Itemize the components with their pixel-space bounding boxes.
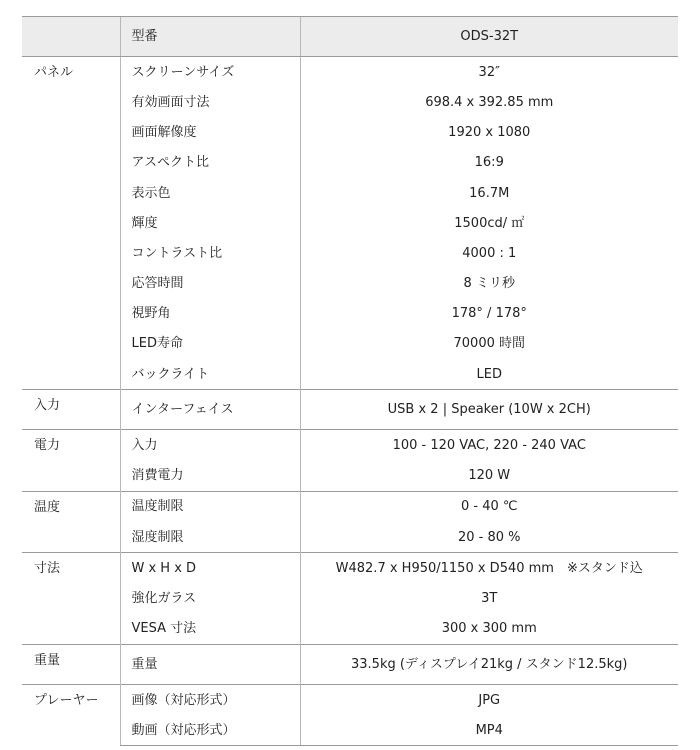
spec-value: W482.7 x H950/1150 x D540 mm ※スタンド込 xyxy=(300,553,678,584)
table-row xyxy=(22,87,678,117)
spec-value: 100 - 120 VAC, 220 - 240 VAC xyxy=(300,430,678,461)
spec-item-label: スクリーンサイズ xyxy=(120,57,300,88)
table-row xyxy=(22,715,678,746)
spec-item-label: 画面解像度 xyxy=(120,118,300,148)
spec-value: 32″ xyxy=(300,57,678,88)
spec-table-body xyxy=(22,17,678,746)
category-cell: 電力 xyxy=(22,430,120,491)
spec-item-label: VESA 寸法 xyxy=(120,614,300,645)
spec-item-label: W x H x D xyxy=(120,553,300,584)
table-row xyxy=(22,178,678,208)
spec-item-label: コントラスト比 xyxy=(120,238,300,268)
table-row xyxy=(22,118,678,148)
table-row xyxy=(22,583,678,613)
spec-value: 33.5kg (ディスプレイ21kg / スタンド12.5kg) xyxy=(300,644,678,684)
table-row xyxy=(22,148,678,178)
table-row xyxy=(22,359,678,390)
spec-item-label: 画像（対応形式） xyxy=(120,684,300,715)
table-row xyxy=(22,461,678,492)
header-item-label: 型番 xyxy=(120,17,300,57)
category-cell: 寸法 xyxy=(22,553,120,645)
category-cell: プレーヤー xyxy=(22,684,120,745)
spec-item-label: 強化ガラス xyxy=(120,583,300,613)
table-row xyxy=(22,522,678,553)
spec-value: JPG xyxy=(300,684,678,715)
table-row xyxy=(22,553,678,584)
category-cell: 温度 xyxy=(22,491,120,552)
spec-item-label: 表示色 xyxy=(120,178,300,208)
spec-value: 120 W xyxy=(300,461,678,492)
spec-item-label: 有効画面寸法 xyxy=(120,87,300,117)
spec-value: 16.7M xyxy=(300,178,678,208)
header-category-cell xyxy=(22,17,120,57)
table-row xyxy=(22,614,678,645)
spec-item-label: バックライト xyxy=(120,359,300,390)
table-row xyxy=(22,57,678,88)
spec-value: MP4 xyxy=(300,715,678,746)
table-row xyxy=(22,208,678,238)
spec-item-label: 視野角 xyxy=(120,299,300,329)
table-row xyxy=(22,238,678,268)
table-row xyxy=(22,299,678,329)
spec-value: 16:9 xyxy=(300,148,678,178)
spec-value: 4000 : 1 xyxy=(300,238,678,268)
table-row xyxy=(22,491,678,522)
spec-value: 698.4 x 392.85 mm xyxy=(300,87,678,117)
category-cell: パネル xyxy=(34,65,74,81)
spec-item-label: 消費電力 xyxy=(120,461,300,492)
table-row xyxy=(22,644,678,684)
spec-value: 3T xyxy=(300,583,678,613)
spec-value: LED xyxy=(300,359,678,390)
spec-value: 300 x 300 mm xyxy=(300,614,678,645)
spec-item-label: アスペクト比 xyxy=(120,148,300,178)
spec-item-label: 重量 xyxy=(120,644,300,684)
spec-item-label: インターフェイス xyxy=(120,390,300,430)
category-cell: 重量 xyxy=(22,644,120,684)
spec-item-label: 温度制限 xyxy=(120,491,300,522)
spec-item-label: 応答時間 xyxy=(120,269,300,299)
spec-item-label: 動画（対応形式） xyxy=(120,715,300,746)
spec-item-label: LED寿命 xyxy=(120,329,300,359)
spec-value: 70000 時間 xyxy=(300,329,678,359)
table-row xyxy=(22,390,678,430)
category-cell: 入力 xyxy=(22,390,120,430)
spec-value: USB x 2 | Speaker (10W x 2CH) xyxy=(300,390,678,430)
spec-value: 8 ミリ秒 xyxy=(300,269,678,299)
spec-value: 178° / 178° xyxy=(300,299,678,329)
spec-item-label: 輝度 xyxy=(120,208,300,238)
spec-table xyxy=(22,16,678,746)
spec-value: 0 - 40 ℃ xyxy=(300,491,678,522)
spec-value: 20 - 80 % xyxy=(300,522,678,553)
table-row xyxy=(22,329,678,359)
spec-value: 1920 x 1080 xyxy=(300,118,678,148)
spec-value: 1500cd/ ㎡ xyxy=(300,208,678,238)
spec-item-label: 湿度制限 xyxy=(120,522,300,553)
table-row xyxy=(22,269,678,299)
header-model-value: ODS-32T xyxy=(300,17,678,57)
spec-item-label: 入力 xyxy=(120,430,300,461)
table-row xyxy=(22,684,678,715)
table-row xyxy=(22,430,678,461)
table-header-row xyxy=(22,17,678,57)
